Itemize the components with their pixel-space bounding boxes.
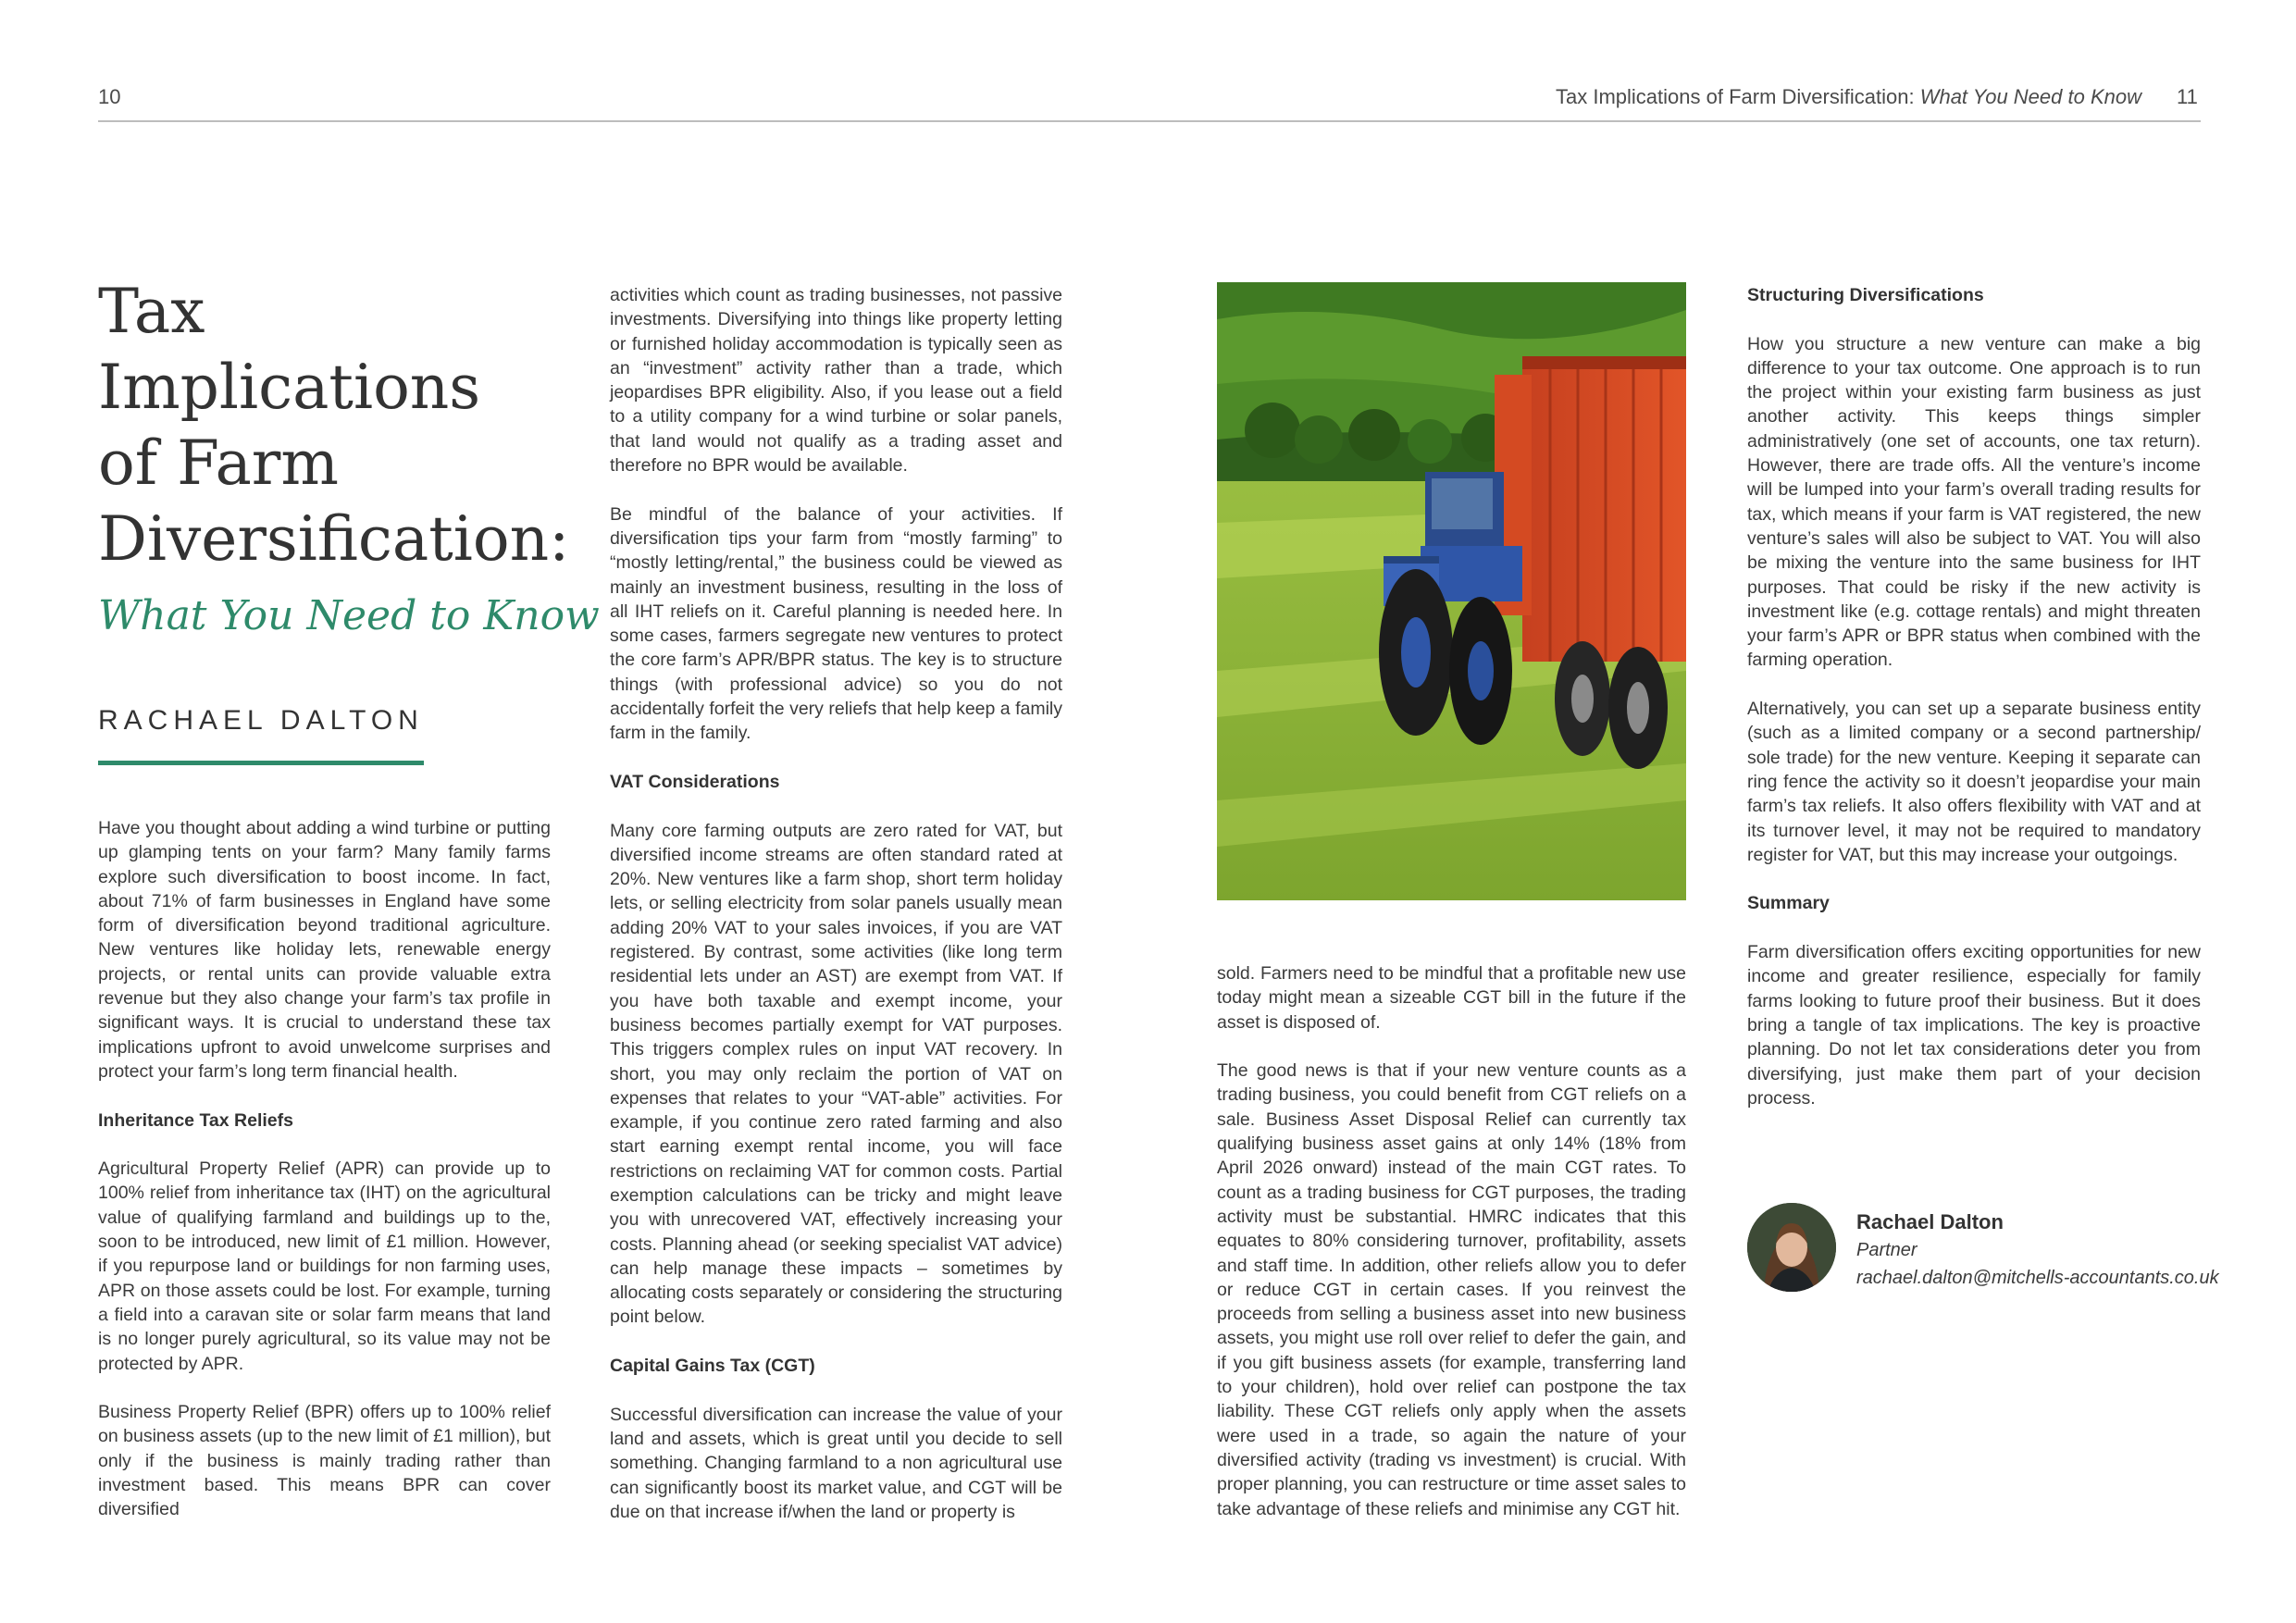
structuring-paragraph: How you structure a new venture can make a big difference to your tax outcome. One approach is to run the project within your existing farm business as just another activity. This keeps things simpler administratively (one set of accounts, one tax return). However, there are trade offs. All the venture’s income will be lumped into your farm’s overall trading results for tax, which means if your farm is VAT registered, the new venture’s sales will also be subject to VAT. You will also be mixing the venture into the same business for IHT purposes. That could be risky if the new activity is investment like (e.g. cottage rentals) and might threaten your farm’s APR or BPR status when combined with the farming operation.	[1747, 333, 2201, 671]
author-card-name: Rachael Dalton	[1856, 1210, 2004, 1233]
section-heading-iht: Inheritance Tax Reliefs	[98, 1109, 293, 1131]
author-avatar	[1747, 1203, 1836, 1292]
column-2	[610, 283, 1062, 1548]
title-line: Implications	[98, 352, 481, 423]
running-title	[1556, 85, 2141, 109]
section-heading-structuring: Structuring Diversifications	[1747, 285, 1984, 305]
article-title	[98, 274, 579, 577]
author-card-email[interactable]: rachael.dalton@mitchells-accountants.co.uk	[1856, 1268, 2219, 1288]
separate-entity-paragraph: Alternatively, you can set up a separate business entity (such as a limited company or a second partnership/ sole trade) for the new venture. Keeping it separate can ring fence the activity so it doesn’t jeopardise your main farm’s tax reliefs. It also offers flexibility with VAT and at its turnover level, it may not be required to mandatory register for VAT, but this may increase your outgoings.	[1747, 699, 2201, 865]
apr-paragraph: Agricultural Property Relief (APR) can provide up to 100% relief from inheritance tax (IHT) on the agricultural value of qualifying farmland and buildings up to the, soon to be introduced, new limit of £1 million. However, if you repurpose land or buildings for non farming uses, APR on those assets could be lost. For example, turning a field into a caravan site or solar farm means that land is no longer purely agricultural, so its value may not be protected by APR.	[98, 1158, 551, 1374]
column-4	[1747, 283, 2201, 1134]
bpr-continued-paragraph: activities which count as trading businesses, not passive investments. Diversifying into things like property letting or furnished holiday accommodation is typically seen as an “investment” activity rather than a trade, which jeopardises BPR eligibility. Also, if you lease out a field to a utility company for a wind turbine or solar panels, that land would not qualify as a trading asset and therefore no BPR would be available.	[610, 285, 1062, 477]
author-byline: RACHAEL DALTON	[98, 705, 424, 736]
cgt-reliefs-paragraph: The good news is that if your new venture counts as a trading business, you could benefit from CGT reliefs on a sale. Business Asset Disposal Relief can currently tax qualifying business asset gains at only 14% (18% from April 2026 onward) instead of the main CGT rates. To count as a trading business for CGT purposes, the trading activity must be substantial. HMRC indicates that this equates to 80% considering turnover, profitability, assets and staff time. In addition, other reliefs allow you to defer or reduce CGT in certain cases. If you reinvest the proceeds from selling a business asset into new business assets, you might use roll over relief to defer the gain, and if you gift business assets (for example, transferring land to your children), hold over relief can postpone the tax liability. These CGT reliefs only apply when the assets were used in a trade, so again the nature of your diversified activity (trading vs investment) is crucial. With proper planning, you can restructure or time asset sales to take advantage of these reliefs and minimise any CGT hit.	[1217, 1060, 1686, 1519]
section-heading-summary: Summary	[1747, 893, 1830, 914]
right-page-number: 11	[2177, 85, 2198, 108]
cgt-continued-paragraph: sold. Farmers need to be mindful that a profitable new use today might mean a sizeable CGT bill in the future if the asset is disposed of.	[1217, 963, 1686, 1033]
title-line: of Farm	[98, 427, 339, 499]
balance-paragraph: Be mindful of the balance of your activities. If diversification tips your farm from “mostly farming” to “mostly letting/rental,” the business could be viewed as mainly an investment business, resulting in the loss of all IHT reliefs on it. Careful planning is needed here. In some cases, farmers segregate new ventures to protect the core farm’s APR/BPR status. The key is to structure things (with professional advice) so you do not accidentally forfeit the very reliefs that help keep a family farm in the family.	[610, 503, 1062, 744]
intro-paragraph: Have you thought about adding a wind turbine or putting up glamping tents on your farm? Many family farms explore such diversification to boost income. In fact, about 71% of farm businesses in England have some form of diversification beyond traditional agriculture. New ventures like holiday lets, renewable energy projects, or rental units can provide valuable extra revenue but they also change your farm’s tax profile in significant ways. It is crucial to understand these tax implications upfront to avoid unwelcome surprises and protect your farm’s long term financial health.	[98, 818, 551, 1082]
left-page-number: 10	[98, 85, 121, 108]
header-divider	[98, 120, 2201, 122]
author-card-role: Partner	[1856, 1240, 1917, 1260]
title-line: Tax	[98, 276, 205, 347]
title-line: Diversification:	[98, 503, 570, 575]
running-title-italic: What You Need to Know	[1919, 85, 2141, 108]
bpr-paragraph: Business Property Relief (BPR) offers up to 100% relief on business assets (up to the new limit of £1 million), but only if the business is mainly trading rather than investment based. This means BPR can cover diversified	[98, 1402, 551, 1520]
tractor-photo	[1217, 282, 1686, 900]
summary-paragraph: Farm diversification offers exciting opportunities for new income and greater resilience, especially for family farms looking to future proof their business. But it does bring a tangle of tax implications. The key is proactive planning. Do not let tax considerations deter you from diversifying, just make them part of your decision process.	[1747, 942, 2201, 1109]
running-title-main: Tax Implications of Farm Diversification:	[1556, 85, 1915, 108]
article-subtitle: What You Need to Know	[98, 592, 600, 639]
cgt-paragraph: Successful diversification can increase the value of your land and assets, which is great until you decide to sell something. Changing farmland to a non agricultural use can significantly boost its market value, and CGT will be due on that increase if/when the land or property is	[610, 1404, 1062, 1522]
column-1	[98, 816, 551, 1546]
author-underline	[98, 761, 424, 765]
section-heading-cgt: Capital Gains Tax (CGT)	[610, 1356, 815, 1377]
vat-paragraph: Many core farming outputs are zero rated for VAT, but diversified income streams are often standard rated at 20%. New ventures like a farm shop, short term holiday lets, or selling electricity from solar panels usually mean adding 20% VAT to your sales invoices, if you are VAT registered. By contrast, some activities (like long term residential lets under an AST) are exempt from VAT. If you have both taxable and exempt income, your business becomes partially exempt for VAT purposes. This triggers complex rules on input VAT recovery. In short, you may only reclaim the portion of VAT on expenses that relates to your “VAT-able” activities. For example, if you continue zero rated farming and also start earning exempt rental income, you will face restrictions on reclaiming VAT for common costs. Partial exemption calculations can be tricky and might leave you with unrecovered VAT, effectively increasing your costs. Planning ahead (or seeking specialist VAT advice) can help manage these impacts – sometimes by allocating costs separately or considering the structuring point below.	[610, 820, 1062, 1328]
section-heading-vat: VAT Considerations	[610, 771, 780, 792]
column-3	[1217, 961, 1686, 1545]
